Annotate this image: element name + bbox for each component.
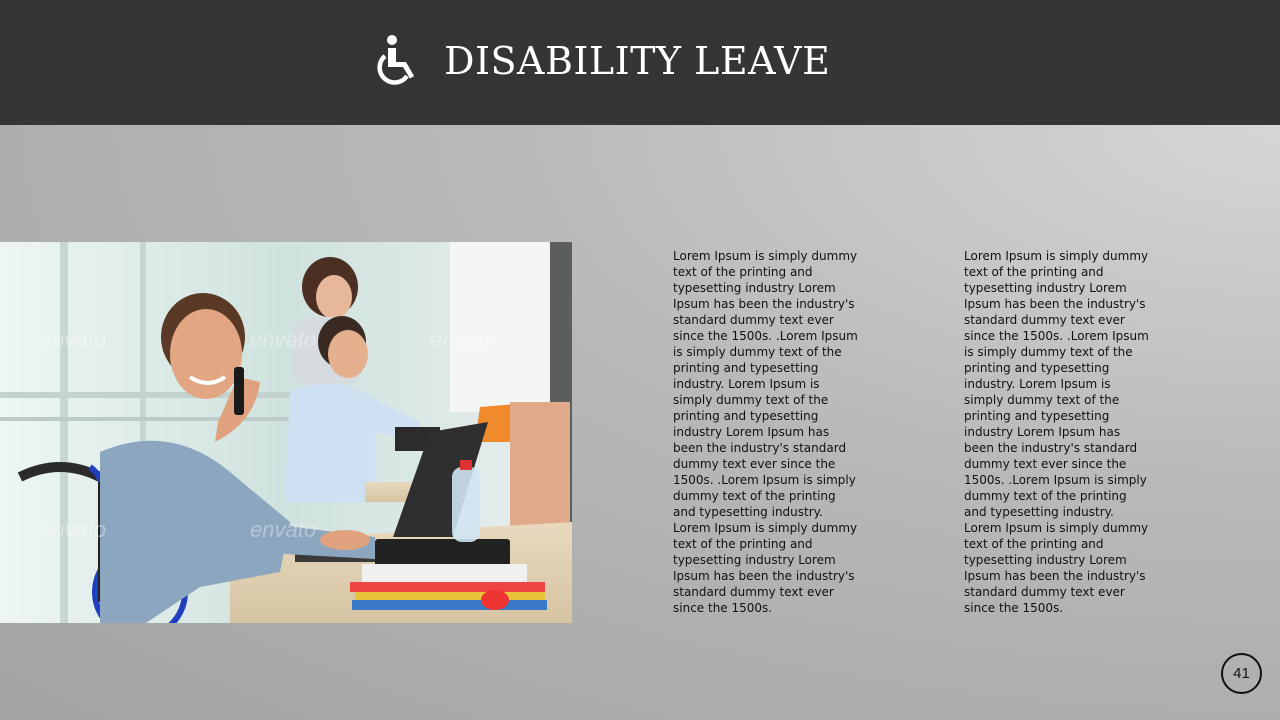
svg-text:envato: envato [40, 327, 107, 352]
svg-text:envato: envato [40, 517, 107, 542]
header-bar [0, 0, 1280, 125]
wheelchair-icon [376, 34, 424, 88]
page-title: DISABILITY LEAVE [444, 39, 831, 83]
page-number-badge [1221, 653, 1262, 694]
svg-text:envato: envato [430, 327, 497, 352]
title-group [376, 30, 830, 92]
office-photo [0, 242, 572, 623]
body-text-column-2: Lorem Ipsum is simply dummy text of the printing and typesetting industry Lorem Ipsum has been the industry's standard dummy text ever since the 1500s. .Lorem Ipsum is simply dummy text of the printing and typesetting industry. Lorem Ipsum is simply dummy text of the printing and typesetting industry Lorem Ipsum has been the industry's standard dummy text ever since the 1500s. .Lorem Ipsum is simply dummy text of the printing and typesetting industry. Lorem Ipsum is simply dummy text of the printing and typesetting industry Lorem Ipsum has been the industry's standard dummy text ever since the 1500s. [964, 249, 1149, 615]
svg-text:envato: envato [250, 517, 317, 542]
body-text-column-1: Lorem Ipsum is simply dummy text of the printing and typesetting industry Lorem Ipsum has been the industry's standard dummy text ever since the 1500s. .Lorem Ipsum is simply dummy text of the printing and typesetting industry. Lorem Ipsum is simply dummy text of the printing and typesetting industry Lorem Ipsum has been the industry's standard dummy text ever since the 1500s. .Lorem Ipsum is simply dummy text of the printing and typesetting industry. Lorem Ipsum is simply dummy text of the printing and typesetting industry Lorem Ipsum has been the industry's standard dummy text ever since the 1500s. [673, 249, 858, 615]
page-number: 41 [1233, 665, 1250, 682]
svg-text:envato: envato [250, 327, 317, 352]
